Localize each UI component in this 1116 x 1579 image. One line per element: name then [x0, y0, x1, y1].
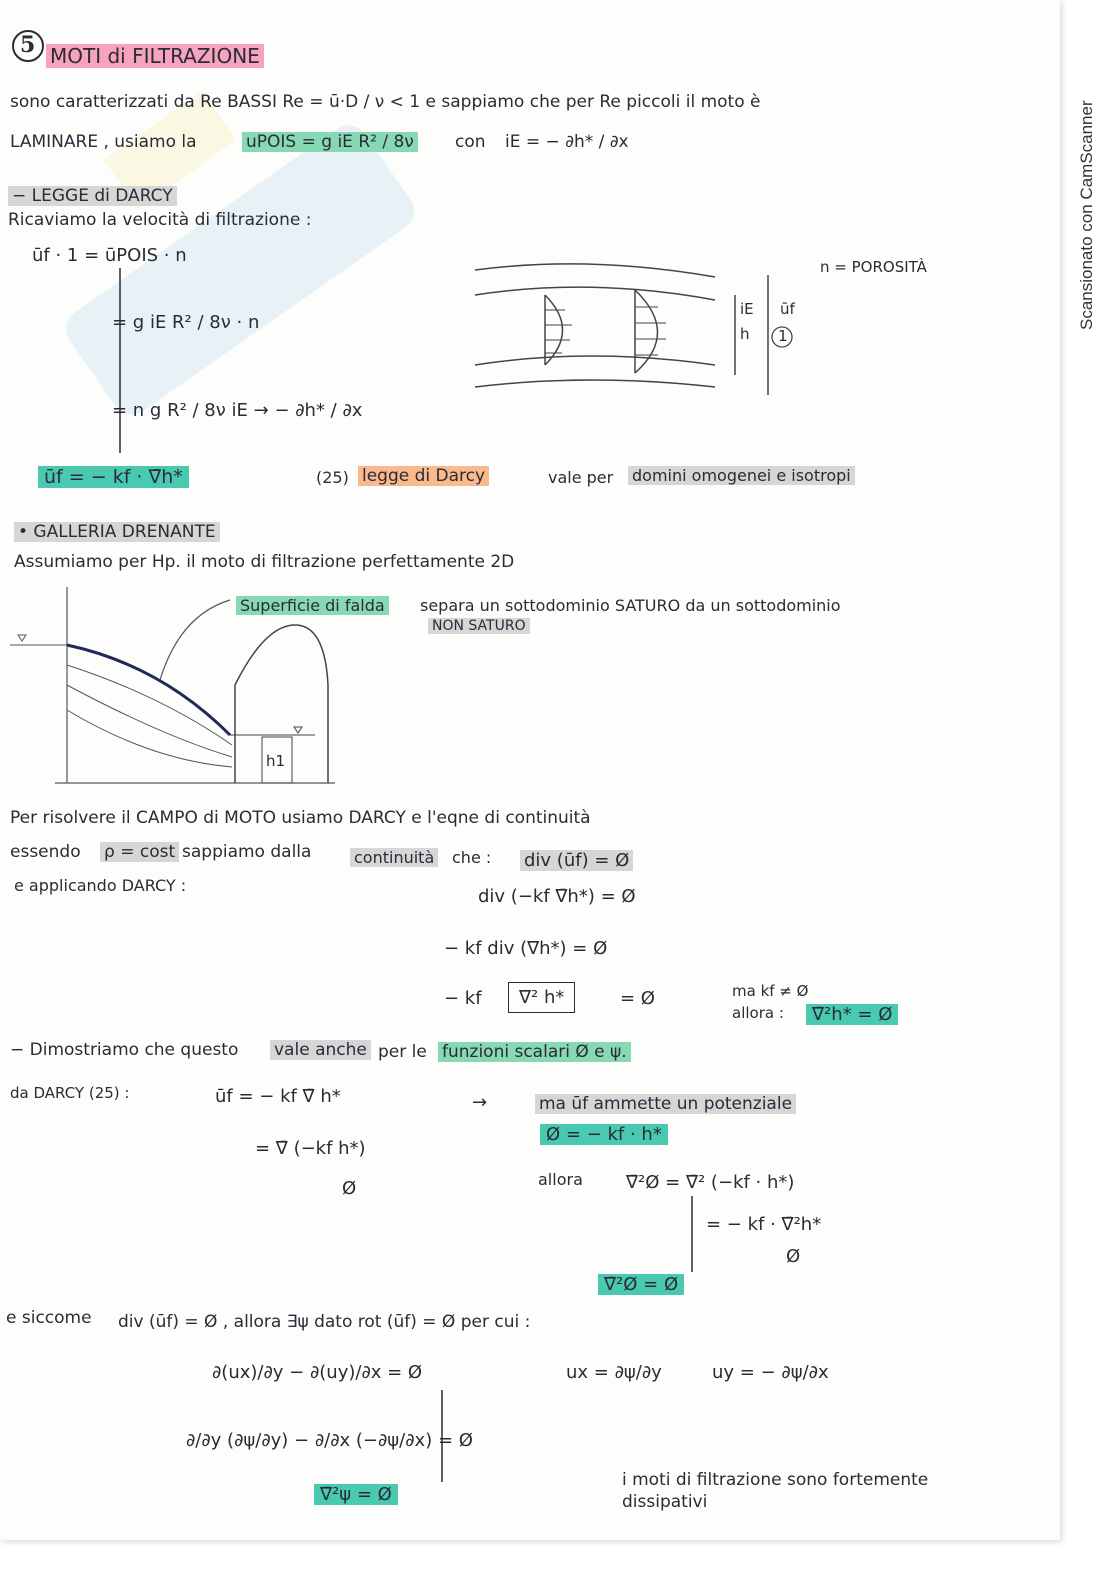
laplace-psi-result: ∇̄²ψ = Ø — [314, 1484, 398, 1505]
darcy-valid-prefix: vale per — [548, 468, 614, 487]
campo-eq-4a: − kf — [444, 988, 482, 1009]
porosity-label: n = POROSITÀ — [820, 258, 927, 276]
campo-eq-4b: = Ø — [620, 988, 655, 1009]
dissipative-note-1: i moti di filtrazione sono fortemente — [622, 1470, 929, 1490]
campo-eq-3: − kf div (∇h*) = Ø — [444, 938, 608, 959]
campo-eq-2: div (−kf ∇̄h*) = Ø — [478, 886, 636, 907]
darcy-valid-domains: domini omogenei e isotropi — [628, 466, 855, 485]
darcy-result: ūf = − kf · ∇̄h* — [38, 466, 189, 488]
laplace-phi-result: ∇̄²Ø = Ø — [598, 1274, 684, 1295]
surface-label: Superficie di falda — [236, 596, 389, 615]
stream-siccome: e siccome — [6, 1308, 92, 1328]
stream-line: div (ūf) = Ø , allora ∃ψ dato rot (ūf) = Ø per cui : — [118, 1312, 531, 1332]
darcy-ref-label: da DARCY (25) : — [10, 1084, 130, 1102]
intro-line-2: LAMINARE , usiamo la — [10, 132, 197, 152]
scalari-heading-b: vale anche — [270, 1040, 371, 1060]
continuity-word: continuità — [350, 848, 438, 867]
stream-derivation-line — [440, 1390, 446, 1486]
surface-description: separa un sottodominio SATURO da un sottodominio — [420, 596, 841, 615]
laplace-phi-2: = − kf · ∇̄²h* — [706, 1214, 822, 1235]
diagram-1: 1 — [778, 327, 788, 345]
h1-label: h1 — [266, 752, 286, 770]
section-number: 5 — [20, 32, 36, 58]
kf-nonzero: ma kf ≠ Ø — [732, 982, 809, 1000]
con-word: con — [455, 132, 486, 152]
laplacian-box: ∇² h* — [508, 982, 575, 1013]
campo-essendo: essendo — [10, 842, 81, 862]
darcy-ref: (25) — [316, 468, 349, 487]
galleria-assumption: Assumiamo per Hp. il moto di filtrazione perfettamente 2D — [14, 552, 515, 572]
darcy-derivation-line — [118, 268, 128, 458]
darcy-eq-3: = n g R² / 8ν iE → − ∂h* / ∂x — [112, 400, 363, 421]
diagram-uf: ūf — [780, 300, 795, 318]
dissipative-note-2: dissipativi — [622, 1492, 708, 1512]
laplace-h-result: ∇̄²h* = Ø — [806, 1004, 898, 1025]
darcy-subheading: Ricaviamo la velocità di filtrazione : — [8, 210, 312, 230]
scalari-heading-d: funzioni scalari Ø e ψ. — [438, 1042, 631, 1062]
campo-che: che : — [452, 848, 492, 867]
arrow: → — [472, 1092, 488, 1113]
scalari-derivation-line — [690, 1196, 696, 1276]
scalari-heading-a: − Dimostriamo che questo — [10, 1040, 239, 1060]
upois-formula: uPOIS = g iE R² / 8ν — [242, 132, 418, 152]
campo-applicando: e applicando DARCY : — [14, 876, 187, 895]
galleria-heading: • GALLERIA DRENANTE — [14, 522, 220, 542]
diagram-h: h — [740, 325, 750, 343]
stream-eq-1: ∂(ux)/∂y − ∂(uy)/∂x = Ø — [212, 1362, 423, 1383]
pore-flow-diagram — [470, 255, 830, 405]
darcy-eq-1: ūf · 1 = ūPOIS · n — [32, 245, 187, 266]
darcy-law-label: legge di Darcy — [358, 466, 489, 486]
campo-sappiamo: sappiamo dalla — [182, 842, 312, 862]
potential-label: ma ūf ammette un potenziale — [535, 1094, 796, 1114]
campo-allora: allora : — [732, 1004, 784, 1022]
campo-line-1: Per risolvere il CAMPO di MOTO usiamo DARCY e l'eqne di continuità — [10, 808, 591, 828]
scalari-eq-2: = ∇̄ (−kf h*) — [255, 1138, 366, 1159]
darcy-heading: − LEGGE di DARCY — [8, 186, 177, 206]
laplace-phi-2-under: Ø — [786, 1246, 801, 1267]
scalari-allora: allora — [538, 1170, 583, 1189]
laplace-phi-1: ∇̄²Ø = ∇̄² (−kf · h*) — [626, 1172, 795, 1193]
drainage-gallery-diagram — [10, 585, 340, 790]
scanner-label: Scansionato con CamScanner — [1077, 100, 1096, 330]
ux-definition: ux = ∂ψ/∂y — [566, 1362, 662, 1383]
diagram-ie: iE — [740, 300, 754, 318]
rho-constant: ρ = cost — [100, 842, 179, 862]
scalari-heading-c: per le — [378, 1042, 427, 1062]
stream-eq-2: ∂/∂y (∂ψ/∂y) − ∂/∂x (−∂ψ/∂x) = Ø — [186, 1430, 473, 1451]
scalari-eq-1: ūf = − kf ∇̄ h* — [215, 1086, 341, 1107]
intro-line-1: sono caratterizzati da Re BASSI Re = ū·D / ν < 1 e sappiamo che per Re piccoli il moto è — [10, 92, 761, 112]
divergence-eq: div (ūf) = Ø — [520, 850, 633, 871]
uy-definition: uy = − ∂ψ/∂x — [712, 1362, 829, 1383]
phi-definition: Ø = − kf · h* — [540, 1124, 668, 1145]
section-title: MOTI di FILTRAZIONE — [46, 44, 264, 68]
ie-formula: iE = − ∂h* / ∂x — [505, 132, 629, 152]
scalari-eq-2-under: Ø — [342, 1178, 357, 1199]
non-saturo-label: NON SATURO — [428, 618, 530, 634]
darcy-eq-2: = g iE R² / 8ν · n — [112, 312, 260, 333]
